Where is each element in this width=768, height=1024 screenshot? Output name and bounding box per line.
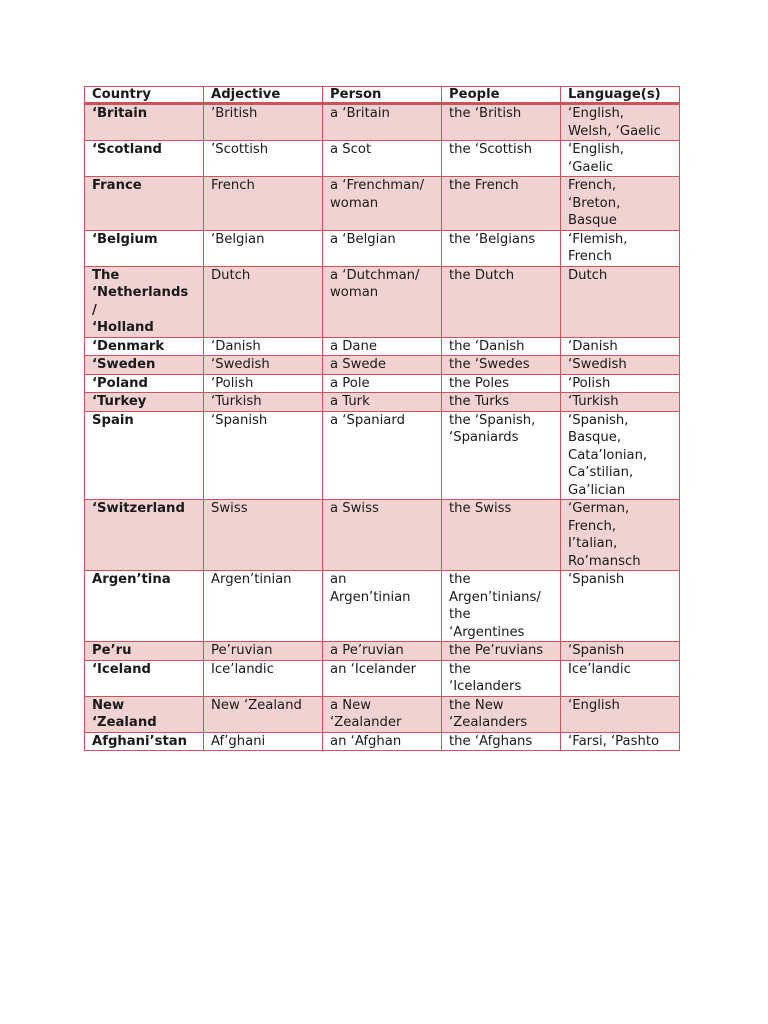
people-cell-text: the Argen’tinians/ the ‘Argentines bbox=[449, 572, 541, 640]
header-people: People bbox=[442, 87, 561, 104]
people-cell-text: the ‘Scottish bbox=[449, 142, 532, 157]
languages-cell-text: Ice’landic bbox=[568, 661, 631, 677]
person-cell bbox=[323, 732, 442, 751]
adjective-cell bbox=[204, 141, 323, 177]
languages-cell-text: French, ‘Breton, Basque bbox=[568, 178, 621, 228]
country-cell bbox=[85, 411, 204, 500]
adjective-cell-text: ’British bbox=[211, 106, 258, 121]
adjective-cell bbox=[204, 732, 323, 751]
country-cell-text: ‘Poland bbox=[92, 375, 148, 391]
table-row bbox=[85, 104, 680, 141]
person-cell-text: a ‘Britain bbox=[330, 106, 390, 121]
adjective-cell-text: ‘Polish bbox=[211, 375, 254, 391]
person-cell-text: a Turk bbox=[330, 394, 370, 409]
table-row bbox=[85, 411, 680, 500]
languages-cell-text: ‘English, Welsh, ‘Gaelic bbox=[568, 106, 661, 139]
people-cell bbox=[442, 411, 561, 500]
person-cell-text: an ‘Afghan bbox=[330, 733, 402, 749]
people-cell-text: the Poles bbox=[449, 375, 510, 391]
languages-cell-text: ‘Danish bbox=[568, 338, 618, 354]
person-cell bbox=[323, 393, 442, 412]
languages-cell-text: ‘Swedish bbox=[568, 357, 627, 372]
person-cell-text: a Swiss bbox=[330, 501, 379, 516]
nationality-table bbox=[84, 86, 680, 751]
languages-cell bbox=[561, 393, 680, 412]
person-cell-text: a ‘Frenchman/ woman bbox=[330, 178, 425, 211]
people-cell-text: the Pe’ruvians bbox=[449, 643, 544, 658]
country-cell bbox=[85, 337, 204, 356]
country-cell bbox=[85, 393, 204, 412]
table-row bbox=[85, 356, 680, 375]
adjective-cell-text: ‘Spanish bbox=[211, 412, 268, 428]
country-cell-text: The ‘Netherlands / ‘Holland bbox=[92, 267, 189, 335]
country-cell bbox=[85, 660, 204, 696]
person-cell bbox=[323, 374, 442, 393]
languages-cell-text: ‘Spanish, Basque, Cata’lonian, Ca’stilian, Ga’lician bbox=[568, 412, 648, 498]
header-languages: Language(s) bbox=[561, 87, 680, 104]
country-cell bbox=[85, 104, 204, 141]
languages-cell bbox=[561, 500, 680, 571]
table-row bbox=[85, 393, 680, 412]
adjective-cell bbox=[204, 500, 323, 571]
header-adjective: Adjective bbox=[204, 87, 323, 104]
person-cell-text: a Scot bbox=[330, 142, 372, 157]
adjective-cell-text: ’Scottish bbox=[211, 142, 269, 157]
adjective-cell bbox=[204, 660, 323, 696]
languages-cell-text: ‘Flemish, French bbox=[568, 231, 628, 264]
country-cell-text: ‘Sweden bbox=[92, 357, 156, 372]
person-cell bbox=[323, 696, 442, 732]
adjective-cell-text: Pe’ruvian bbox=[211, 643, 273, 658]
country-cell-text: ‘Scotland bbox=[92, 142, 162, 157]
person-cell-text: a Dane bbox=[330, 338, 377, 354]
people-cell bbox=[442, 393, 561, 412]
people-cell-text: the ‘British bbox=[449, 106, 522, 121]
languages-cell-text: ‘German, French, I’talian, Ro’mansch bbox=[568, 501, 641, 569]
person-cell bbox=[323, 266, 442, 337]
people-cell-text: the ‘Swedes bbox=[449, 357, 530, 372]
person-cell bbox=[323, 500, 442, 571]
country-cell-text: France bbox=[92, 178, 142, 193]
languages-cell bbox=[561, 177, 680, 231]
people-cell-text: the Turks bbox=[449, 394, 510, 409]
languages-cell bbox=[561, 337, 680, 356]
adjective-cell bbox=[204, 266, 323, 337]
languages-cell bbox=[561, 230, 680, 266]
languages-cell bbox=[561, 374, 680, 393]
table-row bbox=[85, 696, 680, 732]
people-cell bbox=[442, 500, 561, 571]
country-cell bbox=[85, 732, 204, 751]
table-header-row bbox=[85, 87, 680, 104]
languages-cell bbox=[561, 732, 680, 751]
languages-cell-text: ‘Farsi, ‘Pashto bbox=[568, 733, 660, 749]
country-cell-text: ‘Denmark bbox=[92, 338, 165, 354]
people-cell-text: the New ‘Zealanders bbox=[449, 697, 528, 730]
country-cell-text: ‘Britain bbox=[92, 106, 148, 121]
adjective-cell bbox=[204, 696, 323, 732]
people-cell-text: the ‘Afghans bbox=[449, 733, 533, 749]
languages-cell bbox=[561, 266, 680, 337]
languages-cell-text: ‘Polish bbox=[568, 375, 611, 391]
person-cell-text: a ‘Belgian bbox=[330, 231, 396, 247]
person-cell bbox=[323, 571, 442, 642]
adjective-cell-text: ‘Turkish bbox=[211, 394, 262, 409]
people-cell bbox=[442, 660, 561, 696]
table-row bbox=[85, 337, 680, 356]
person-cell-text: an ‘Icelander bbox=[330, 661, 417, 677]
table-row bbox=[85, 177, 680, 231]
people-cell bbox=[442, 337, 561, 356]
country-cell-text: Argen’tina bbox=[92, 572, 171, 587]
table-row bbox=[85, 571, 680, 642]
people-cell bbox=[442, 266, 561, 337]
country-cell-text: Spain bbox=[92, 412, 134, 428]
country-cell bbox=[85, 266, 204, 337]
languages-cell-text: ‘English bbox=[568, 697, 620, 713]
person-cell bbox=[323, 141, 442, 177]
people-cell-text: the ‘Icelanders bbox=[449, 661, 522, 694]
adjective-cell-text: ‘Belgian bbox=[211, 231, 265, 247]
languages-cell-text: ‘English, ‘Gaelic bbox=[568, 142, 625, 175]
adjective-cell bbox=[204, 104, 323, 141]
people-cell bbox=[442, 356, 561, 375]
adjective-cell-text: Argen’tinian bbox=[211, 572, 292, 587]
adjective-cell bbox=[204, 230, 323, 266]
country-cell bbox=[85, 642, 204, 661]
country-cell-text: Pe’ru bbox=[92, 643, 132, 658]
person-cell bbox=[323, 337, 442, 356]
languages-cell-text: ‘Spanish bbox=[568, 643, 625, 658]
person-cell bbox=[323, 642, 442, 661]
table-row bbox=[85, 642, 680, 661]
people-cell-text: the ‘Spanish, ‘Spaniards bbox=[449, 412, 536, 445]
adjective-cell bbox=[204, 642, 323, 661]
adjective-cell bbox=[204, 411, 323, 500]
country-cell bbox=[85, 500, 204, 571]
languages-cell bbox=[561, 696, 680, 732]
country-cell bbox=[85, 696, 204, 732]
country-cell bbox=[85, 141, 204, 177]
people-cell-text: the ‘Belgians bbox=[449, 231, 536, 247]
country-cell-text: ‘Iceland bbox=[92, 661, 151, 677]
person-cell bbox=[323, 356, 442, 375]
adjective-cell bbox=[204, 337, 323, 356]
adjective-cell-text: Dutch bbox=[211, 267, 251, 283]
people-cell bbox=[442, 374, 561, 393]
person-cell bbox=[323, 104, 442, 141]
adjective-cell-text: French bbox=[211, 178, 255, 193]
languages-cell bbox=[561, 104, 680, 141]
people-cell-text: the ‘Danish bbox=[449, 338, 525, 354]
adjective-cell-text: ‘Danish bbox=[211, 338, 261, 354]
table-row bbox=[85, 230, 680, 266]
person-cell bbox=[323, 177, 442, 231]
country-cell-text: ‘Belgium bbox=[92, 231, 158, 247]
country-cell bbox=[85, 177, 204, 231]
table-body bbox=[85, 104, 680, 751]
country-cell-text: ‘Turkey bbox=[92, 394, 147, 409]
people-cell-text: the Swiss bbox=[449, 501, 512, 516]
languages-cell bbox=[561, 141, 680, 177]
adjective-cell bbox=[204, 571, 323, 642]
table-row bbox=[85, 660, 680, 696]
adjective-cell-text: ‘Swedish bbox=[211, 357, 270, 372]
person-cell-text: a New ‘Zealander bbox=[330, 697, 402, 730]
languages-cell bbox=[561, 411, 680, 500]
adjective-cell bbox=[204, 374, 323, 393]
adjective-cell bbox=[204, 177, 323, 231]
country-cell-text: Afghani’stan bbox=[92, 733, 188, 749]
people-cell-text: the Dutch bbox=[449, 267, 515, 283]
adjective-cell-text: Swiss bbox=[211, 501, 248, 516]
languages-cell bbox=[561, 642, 680, 661]
country-cell bbox=[85, 374, 204, 393]
adjective-cell bbox=[204, 356, 323, 375]
people-cell bbox=[442, 230, 561, 266]
country-cell bbox=[85, 356, 204, 375]
languages-cell bbox=[561, 660, 680, 696]
person-cell-text: a Pole bbox=[330, 375, 370, 391]
people-cell bbox=[442, 732, 561, 751]
table-row bbox=[85, 266, 680, 337]
people-cell bbox=[442, 571, 561, 642]
table-row bbox=[85, 141, 680, 177]
header-country: Country bbox=[85, 87, 204, 104]
person-cell bbox=[323, 411, 442, 500]
person-cell-text: an Argen’tinian bbox=[330, 572, 411, 605]
people-cell bbox=[442, 104, 561, 141]
people-cell bbox=[442, 141, 561, 177]
people-cell bbox=[442, 696, 561, 732]
people-cell-text: the French bbox=[449, 178, 519, 193]
person-cell bbox=[323, 660, 442, 696]
person-cell-text: a ‘Dutchman/ woman bbox=[330, 267, 420, 300]
adjective-cell-text: New ‘Zealand bbox=[211, 697, 302, 713]
table-row bbox=[85, 500, 680, 571]
country-cell-text: ‘Switzerland bbox=[92, 501, 185, 516]
person-cell-text: a Swede bbox=[330, 357, 387, 372]
languages-cell-text: ‘Turkish bbox=[568, 394, 619, 409]
adjective-cell-text: Ice’landic bbox=[211, 661, 274, 677]
languages-cell-text: ‘Spanish bbox=[568, 572, 625, 587]
header-person: Person bbox=[323, 87, 442, 104]
table-row bbox=[85, 374, 680, 393]
languages-cell bbox=[561, 571, 680, 642]
country-cell bbox=[85, 571, 204, 642]
people-cell bbox=[442, 642, 561, 661]
country-cell-text: New ‘Zealand bbox=[92, 697, 157, 730]
person-cell-text: a Pe’ruvian bbox=[330, 643, 404, 658]
adjective-cell bbox=[204, 393, 323, 412]
adjective-cell-text: Af’ghani bbox=[211, 733, 266, 749]
country-cell bbox=[85, 230, 204, 266]
people-cell bbox=[442, 177, 561, 231]
languages-cell bbox=[561, 356, 680, 375]
table-row bbox=[85, 732, 680, 751]
person-cell bbox=[323, 230, 442, 266]
person-cell-text: a ‘Spaniard bbox=[330, 412, 405, 428]
languages-cell-text: Dutch bbox=[568, 267, 608, 283]
